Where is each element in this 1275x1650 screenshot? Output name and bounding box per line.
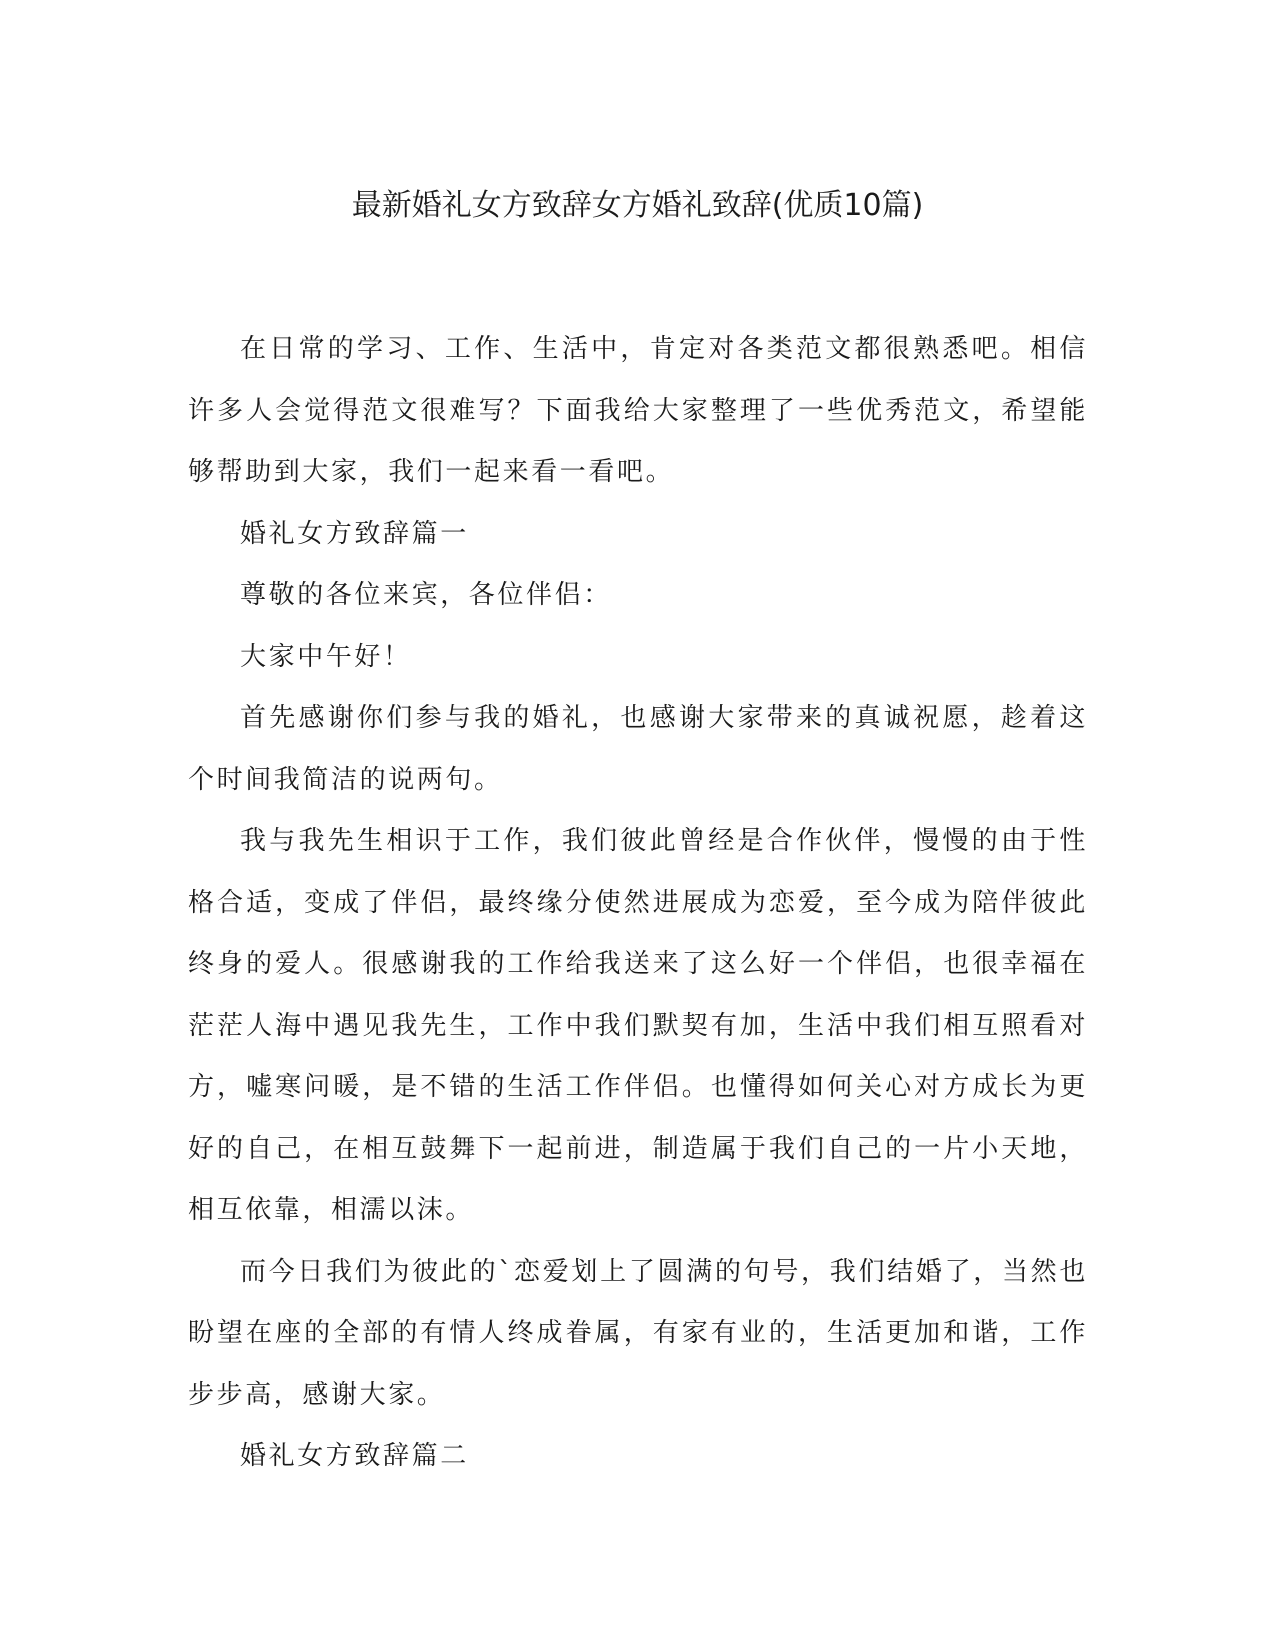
salutation: 尊敬的各位来宾，各位伴侣：	[240, 580, 612, 610]
section-heading: 婚礼女方致辞篇一	[240, 518, 469, 549]
section-heading: 婚礼女方致辞篇二	[240, 1441, 469, 1471]
body-paragraph: 首先感谢你们参与我的婚礼，也感谢大家带来的真诚祝愿，趁着这个时间我简洁的说两句。	[188, 703, 1088, 795]
body-paragraph: 我与我先生相识于工作，我们彼此曾经是合作伙伴，慢慢的由于性格合适，变成了伴侣，最终缘分使然进展成为恋爱，至今成为陪伴彼此终身的爱人。很感谢我的工作给我送来了这么好一个伴侣，也很幸福在茫茫人海中遇见我先生，工作中我们默契有加，生活中我们相互照看对方，嘘寒问暖，是不错的生活工作伴侣。也懂得如何关心对方成长为更好的自己，在相互鼓舞下一起前进，制造属于我们自己的一片小天地，相互依靠，相濡以沫。	[188, 826, 1088, 1225]
intro-paragraph: 在日常的学习、工作、生活中，肯定对各类范文都很熟悉吧。相信许多人会觉得范文很难写？下面我给大家整理了一些优秀范文，希望能够帮助到大家，我们一起来看一看吧。	[188, 334, 1088, 487]
document-body	[188, 319, 1088, 1488]
document-title: 最新婚礼女方致辞女方婚礼致辞(优质10篇)	[351, 188, 924, 223]
greeting: 大家中午好！	[240, 641, 412, 672]
body-paragraph: 而今日我们为彼此的`恋爱划上了圆满的句号，我们结婚了，当然也盼望在座的全部的有情人终成眷属，有家有业的，生活更加和谐，工作步步高，感谢大家。	[188, 1256, 1088, 1410]
